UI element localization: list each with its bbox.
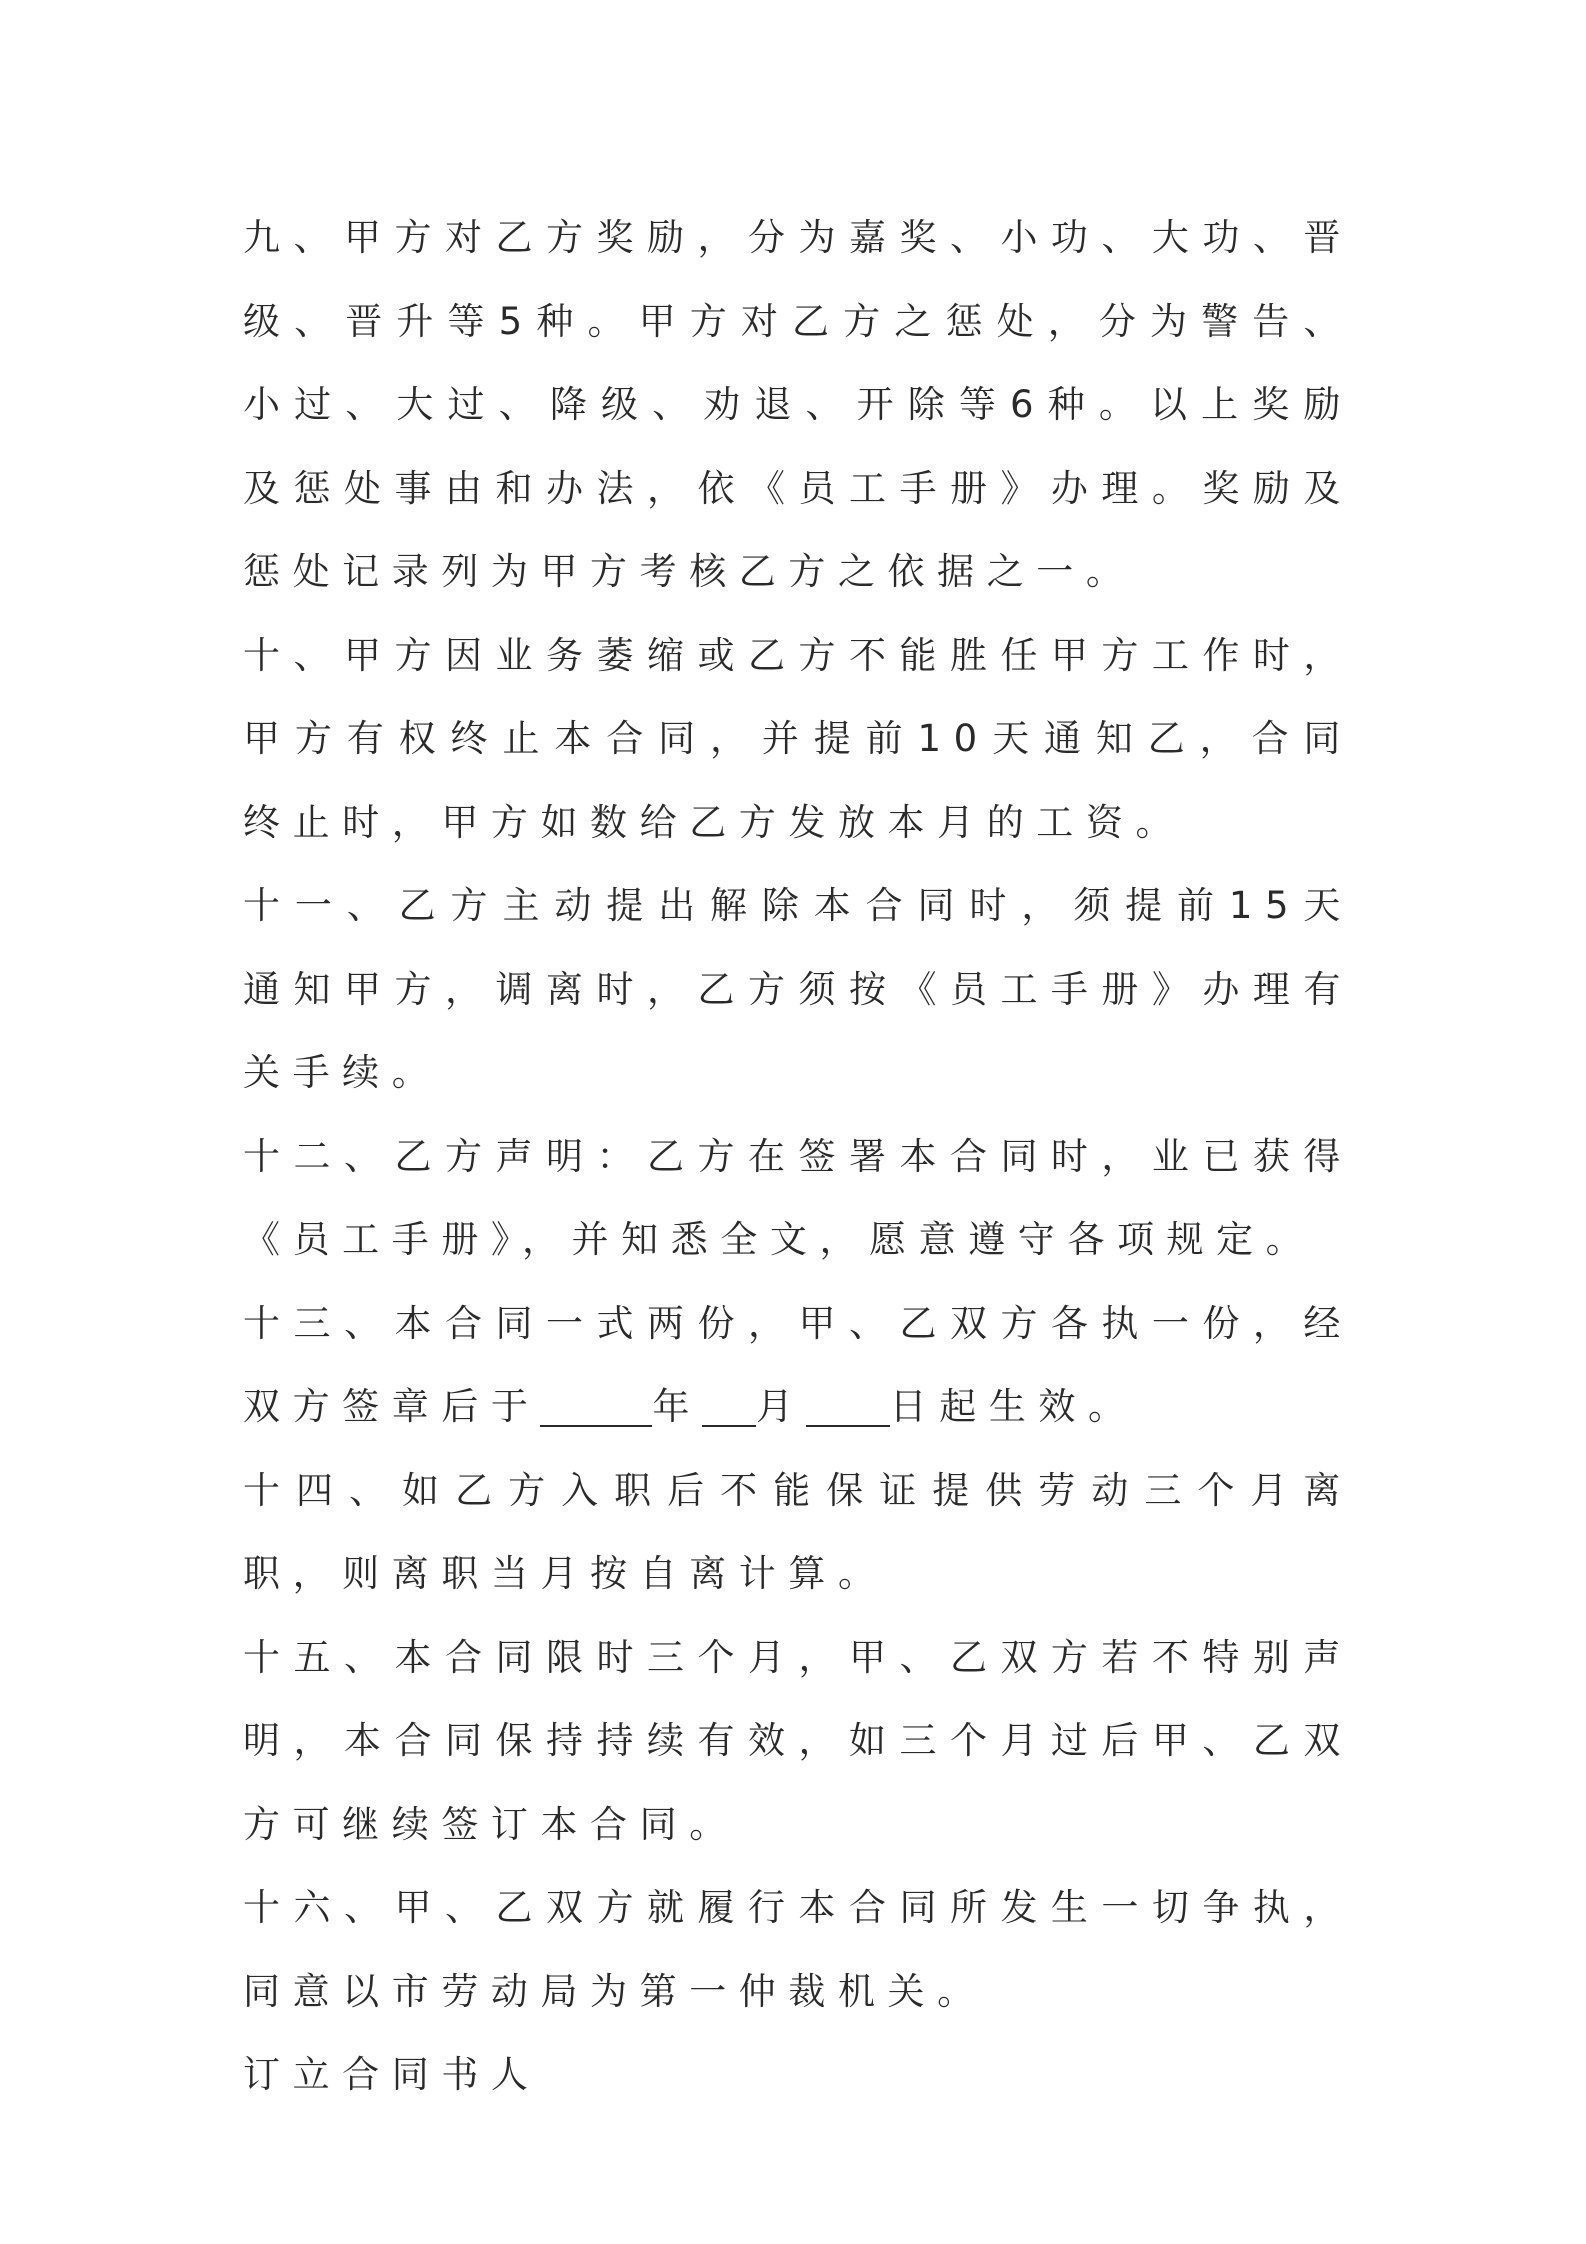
month-label: 月 [756,1385,806,1428]
signature-label: 订立合同书人 [243,2053,541,2096]
clause-16: 十六、甲、乙双方就履行本合同所发生一切争执，同意以市劳动局为第一仲裁机关。 [243,1886,1353,2013]
clause-14: 十四、如乙方入职后不能保证提供劳动三个月离职，则离职当月按自离计算。 [243,1468,1353,1595]
clause-11: 十一、乙方主动提出解除本合同时，须提前15天通知甲方，调离时，乙方须按《员工手册》办理有关手续。 [243,884,1353,1094]
clause-9: 九、甲方对乙方奖励，分为嘉奖、小功、大功、晋级、晋升等5种。甲方对乙方之惩处，分为警告、小过、大过、降级、劝退、开除等6种。以上奖励及惩处事由和办法，依《员工手册》办理。奖励及惩处记录列为甲方考核乙方之依据之一。 [243,216,1353,593]
clause-10: 十、甲方因业务萎缩或乙方不能胜任甲方工作时，甲方有权终止本合同，并提前10天通知乙，合同终止时，甲方如数给乙方发放本月的工资。 [243,633,1353,844]
day-label: 日起生效。 [889,1385,1138,1428]
day-blank [806,1385,890,1427]
year-label: 年 [652,1385,703,1428]
contract-page [243,196,1353,2117]
year-blank [540,1385,652,1427]
clause-15: 十五、本合同限时三个月，甲、乙双方若不特别声明，本合同保持持续有效，如三个月过后甲、乙双方可继续签订本合同。 [243,1635,1353,1846]
clause-13-text: 十三、本合同一式两份，甲、乙双方各执一份，经双方签章后于 [243,1301,1353,1428]
clause-13 [243,1282,1353,1449]
month-blank [702,1385,756,1427]
clause-12: 十二、乙方声明：乙方在签署本合同时，业已获得《员工手册》，并知悉全文，愿意遵守各项规定。 [243,1134,1353,1261]
